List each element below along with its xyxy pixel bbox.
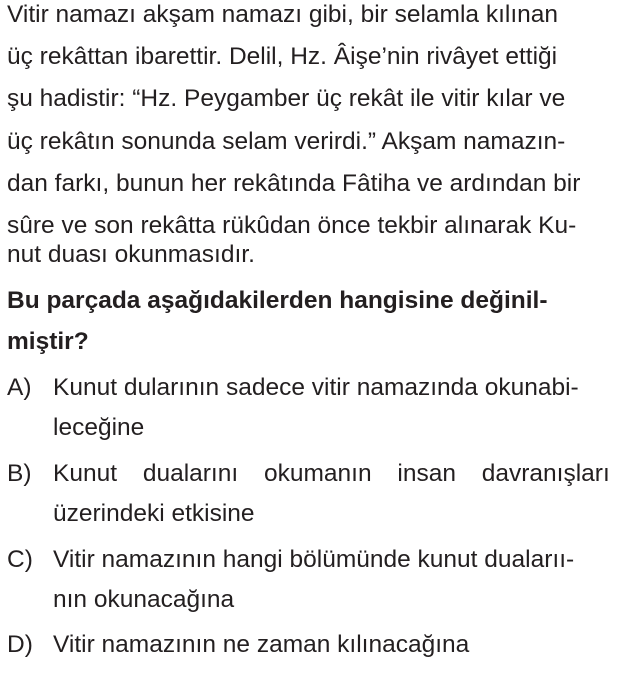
passage-line: dan farkı, bunun her rekâtında Fâtiha ve ardından bir	[7, 170, 581, 197]
option-text-line: Vitir namazının ne zaman kılınacağına	[53, 631, 470, 658]
option-text-line: nın okunacağına	[53, 586, 235, 613]
option-letter: A)	[7, 374, 32, 401]
question-line: Bu parçada aşağıdakilerden hangisine değinil-	[7, 287, 548, 314]
option-text-line: Kunut dularının sadece vitir namazında okunabi-	[53, 374, 579, 401]
question-line: miştir?	[7, 328, 89, 355]
passage-line: üç rekâtın sonunda selam verirdi.” Akşam namazın-	[7, 128, 566, 155]
option-letter: C)	[7, 546, 33, 573]
passage-line: sûre ve son rekâtta rükûdan önce tekbir alınarak Ku-	[7, 212, 577, 239]
option-text-line: leceğine	[53, 414, 145, 441]
option-text-line: Kunut dualarını okumanın insan davranışları	[53, 460, 610, 487]
passage-line: Vitir namazı akşam namazı gibi, bir selamla kılınan	[7, 1, 559, 28]
option-letter: B)	[7, 460, 32, 487]
passage-line: şu hadistir: “Hz. Peygamber üç rekât ile vitir kılar ve	[7, 85, 566, 112]
option-text-line: Vitir namazının hangi bölümünde kunut dualarıı-	[53, 546, 575, 573]
passage-line: nut duası okunmasıdır.	[7, 241, 255, 268]
passage-line: üç rekâttan ibarettir. Delil, Hz. Âişe’nin rivâyet ettiği	[7, 43, 558, 70]
option-letter: D)	[7, 631, 33, 658]
option-text-line: üzerindeki etkisine	[53, 500, 255, 527]
